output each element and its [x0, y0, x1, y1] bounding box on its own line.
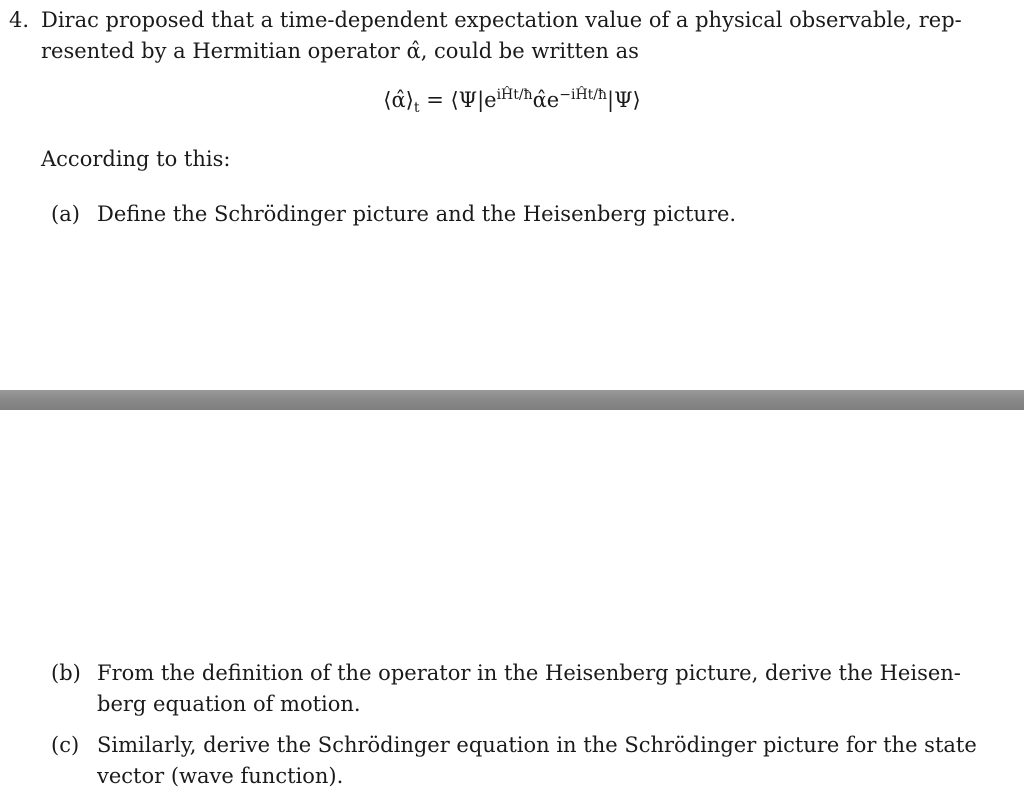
equation-eq: = ⟨Ψ|e [419, 88, 497, 112]
page-bottom-section [0, 410, 1024, 799]
equation-lhs-sub: t [413, 100, 420, 117]
equation-sup-1: iĤt/ħ [496, 87, 533, 103]
page-divider [0, 390, 1024, 410]
according-text: According to this: [41, 147, 231, 171]
part-a-line-1: Define the Schrödinger picture and the Heisenberg picture. [97, 202, 737, 226]
problem-number: 4. [9, 8, 30, 32]
equation-mid: α̂e [532, 88, 560, 112]
part-b-line-2: berg equation of motion. [97, 692, 361, 716]
part-c-line-1: Similarly, derive the Schrödinger equation in the Schrödinger picture for the state [97, 733, 977, 757]
part-a [51, 199, 736, 230]
problem-4 [9, 5, 1009, 67]
part-b-text [97, 658, 961, 720]
part-b-line-1: From the definition of the operator in the Heisenberg picture, derive the Heisen- [97, 661, 961, 685]
equation-lhs: ⟨α̂⟩ [383, 88, 414, 112]
dirac-equation [0, 88, 1024, 116]
part-a-text [97, 199, 736, 230]
part-c-label: (c) [51, 733, 80, 757]
intro-line-2: resented by a Hermitian operator α̂, could be written as [41, 39, 639, 63]
intro-line-1: Dirac proposed that a time-dependent expectation value of a physical observable, rep- [41, 8, 962, 32]
part-b-label: (b) [51, 661, 81, 685]
part-c [51, 730, 977, 792]
part-a-label: (a) [51, 202, 80, 226]
part-c-line-2: vector (wave function). [97, 764, 344, 788]
part-b [51, 658, 961, 720]
page-top-section [0, 0, 1024, 390]
problem-intro [41, 5, 1009, 67]
part-c-text [97, 730, 977, 792]
equation-sup-2: −iĤt/ħ [559, 87, 608, 103]
equation-rhs: |Ψ⟩ [607, 88, 641, 112]
